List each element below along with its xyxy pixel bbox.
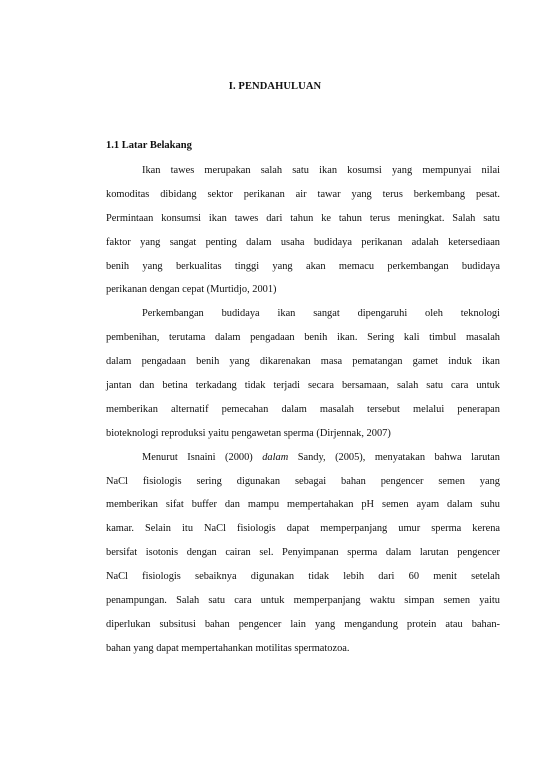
paragraph-line: bioteknologi reproduksi yaitu pengawetan sperma (Dirjennak, 2007) bbox=[106, 427, 391, 439]
paragraph-line: NaCl fisiologis sebaiknya digunakan tidak lebih dari 60 menit setelah bbox=[106, 571, 500, 583]
paragraph-line: kamar. Selain itu NaCl fisiologis dapat memperpanjang umur sperma kerena bbox=[106, 523, 500, 535]
paragraph-1 bbox=[106, 159, 500, 302]
paragraph-line: Permintaan konsumsi ikan tawes dari tahun ke tahun terus meningkat. Salah satu bbox=[106, 212, 500, 224]
document-body bbox=[106, 159, 500, 661]
paragraph-line: NaCl fisiologis sering digunakan sebagai bahan pengencer semen yang bbox=[106, 475, 500, 487]
text-run: Sandy, (2005), menyatakan bahwa larutan bbox=[288, 451, 500, 463]
text-run: Menurut Isnaini (2000) bbox=[142, 451, 263, 463]
paragraph-line: bahan yang dapat mempertahankan motilitas spermatozoa. bbox=[106, 642, 350, 654]
italic-text: dalam bbox=[262, 451, 289, 463]
paragraph-line: faktor yang sangat penting dalam usaha budidaya perikanan adalah ketersediaan bbox=[106, 236, 500, 248]
paragraph-line: komoditas dibidang sektor perikanan air tawar yang terus berkembang pesat. bbox=[106, 188, 500, 200]
paragraph-line: dalam pengadaan benih yang dikarenakan masa pematangan gamet induk ikan bbox=[106, 356, 500, 368]
paragraph-line bbox=[106, 446, 500, 470]
chapter-title: I. PENDAHULUAN bbox=[228, 81, 322, 92]
section-title: 1.1 Latar Belakang bbox=[106, 140, 192, 151]
paragraph-2 bbox=[106, 302, 500, 445]
paragraph-3 bbox=[106, 446, 500, 661]
paragraph-line: diperlukan subsitusi bahan pengencer lain yang mengandung protein atau bahan- bbox=[106, 618, 500, 630]
paragraph-line: penampungan. Salah satu cara untuk memperpanjang waktu simpan semen yaitu bbox=[106, 595, 500, 607]
paragraph-line: Perkembangan budidaya ikan sangat dipengaruhi oleh teknologi bbox=[142, 308, 500, 320]
paragraph-line: memberikan sifat buffer dan mampu mempertahakan pH semen ayam dalam suhu bbox=[106, 499, 500, 511]
paragraph-line: Ikan tawes merupakan salah satu ikan kosumsi yang mempunyai nilai bbox=[142, 165, 500, 176]
paragraph-line: jantan dan betina terkadang tidak terjadi secara bersamaan, salah satu cara untuk bbox=[106, 380, 500, 392]
paragraph-line: perikanan dengan cepat (Murtidjo, 2001) bbox=[106, 284, 277, 296]
paragraph-line: pembenihan, terutama dalam pengadaan benih ikan. Sering kali timbul masalah bbox=[106, 332, 500, 344]
paragraph-line: memberikan alternatif pemecahan dalam masalah tersebut melalui penerapan bbox=[106, 403, 500, 415]
paragraph-line: bersifat isotonis dengan cairan sel. Penyimpanan sperma dalam larutan pengencer bbox=[106, 547, 500, 559]
paragraph-line: benih yang berkualitas tinggi yang akan memacu perkembangan budidaya bbox=[106, 260, 500, 272]
